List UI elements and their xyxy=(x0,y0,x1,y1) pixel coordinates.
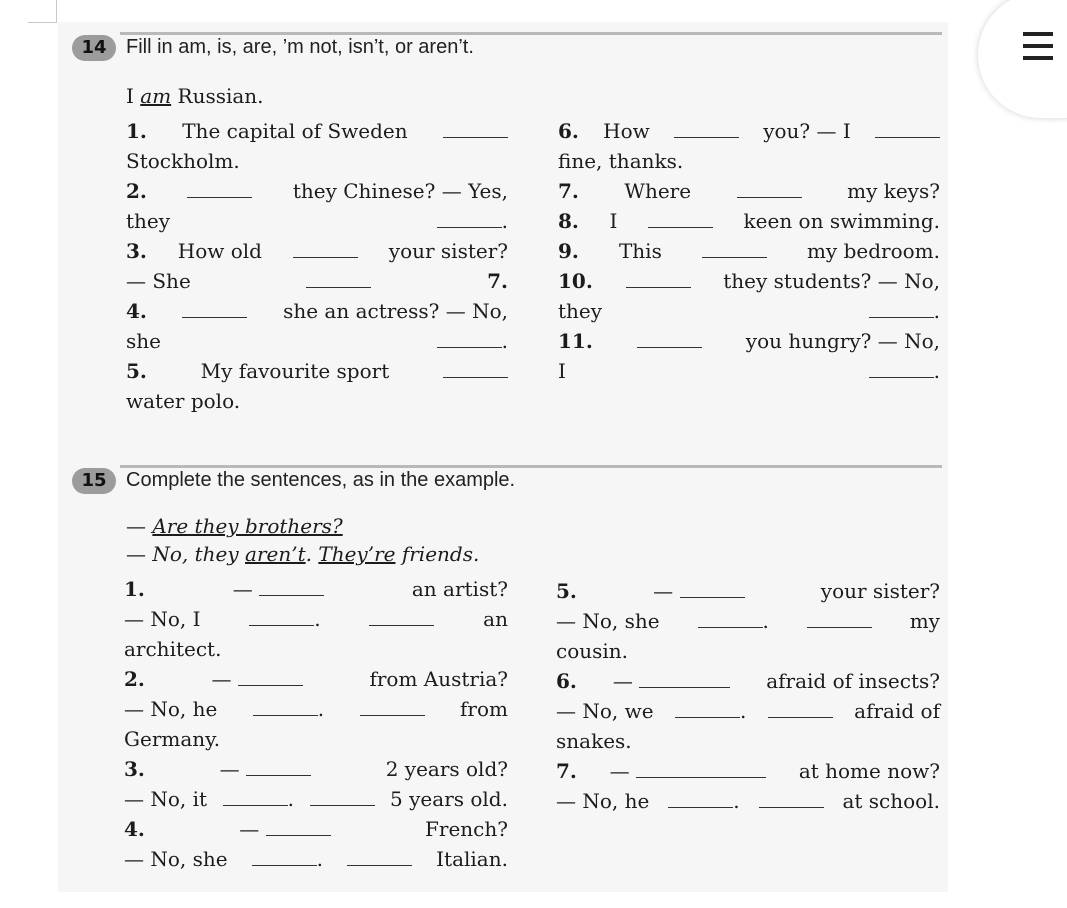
item-number: 6. xyxy=(558,119,579,143)
exercise-text: from Austria? xyxy=(369,667,508,691)
exercise-text: My favourite sport xyxy=(200,359,390,383)
answer-blank[interactable] xyxy=(187,176,252,206)
answer-blank[interactable]: — xyxy=(613,666,730,696)
exercise-text: an xyxy=(483,607,508,631)
example-answer: am xyxy=(140,84,172,108)
answer-blank[interactable] xyxy=(759,786,824,816)
exercise-line xyxy=(126,266,508,296)
exercise-text: your sister? xyxy=(820,579,940,603)
exercise-line xyxy=(558,356,940,386)
exercise-line xyxy=(558,116,940,146)
exercise-text: 2 years old? xyxy=(385,757,508,781)
exercise-line xyxy=(124,634,508,664)
exercise-text: your sister? xyxy=(388,239,508,263)
item-number: 9. xyxy=(558,239,579,263)
item-number: 7. xyxy=(556,759,577,783)
exercise-text: Germany. xyxy=(124,727,221,751)
item-number: 4. xyxy=(124,817,145,841)
answer-blank[interactable] xyxy=(648,206,713,236)
exercise-line xyxy=(556,636,940,666)
exercise-line xyxy=(124,844,508,874)
exercise-line xyxy=(126,116,508,146)
item-number: 2. xyxy=(124,667,145,691)
item-number: 3. xyxy=(126,239,147,263)
exercise-line xyxy=(126,386,508,416)
exercise-instruction: Complete the sentences, as in the example. xyxy=(126,469,516,491)
exercise-text: an artist? xyxy=(411,577,508,601)
exercise-line xyxy=(126,296,508,326)
exercise-text: snakes. xyxy=(556,729,632,753)
exercise-text: my xyxy=(909,609,940,633)
item-number: 2. xyxy=(126,179,147,203)
exercise-text: they students? — No, xyxy=(723,269,940,293)
exercise-text: — She xyxy=(126,269,191,293)
answer-blank[interactable]: . xyxy=(675,696,746,726)
hamburger-menu-button[interactable] xyxy=(978,0,1067,118)
exercise-text: cousin. xyxy=(556,639,629,663)
exercise-instruction: Fill in am, is, are, ’m not, isn’t, or aren’t. xyxy=(126,36,474,58)
exercise-text: Italian. xyxy=(436,847,508,871)
item-number: 4. xyxy=(126,299,147,323)
item-number: 8. xyxy=(558,209,579,233)
exercise-line xyxy=(126,146,508,176)
exercise-line xyxy=(126,236,508,266)
answer-blank[interactable]: . xyxy=(253,694,324,724)
answer-blank[interactable]: . xyxy=(869,356,940,386)
exercise-text: How old xyxy=(177,239,262,263)
exercise-line xyxy=(124,574,508,604)
answer-blank[interactable]: — xyxy=(211,664,302,694)
exercise-text: at school. xyxy=(842,789,940,813)
answer-blank[interactable]: . xyxy=(249,604,320,634)
item-number: 1. xyxy=(124,577,145,601)
exercise-line xyxy=(558,266,940,296)
exercise-line xyxy=(556,786,940,816)
exercise-text: — No, I xyxy=(124,607,201,631)
ex15-example-answer: — No, they aren’t. They’re friends. xyxy=(126,542,480,566)
exercise-line xyxy=(556,666,940,696)
answer-blank[interactable] xyxy=(310,784,375,814)
exercise-line xyxy=(556,726,940,756)
exercise-text: Stockholm. xyxy=(126,149,240,173)
item-number: 10. xyxy=(558,269,593,293)
answer-blank[interactable] xyxy=(626,266,691,296)
exercise-line xyxy=(556,606,940,636)
exercise-line xyxy=(558,236,940,266)
ex14-example: I am Russian. xyxy=(126,84,264,108)
exercise-text: my bedroom. xyxy=(806,239,940,263)
exercise-text: French? xyxy=(425,817,508,841)
answer-blank[interactable] xyxy=(875,116,940,146)
answer-blank[interactable] xyxy=(807,606,872,636)
exercise-text: water polo. xyxy=(126,389,241,413)
ex15-right-column xyxy=(556,576,940,816)
answer-blank[interactable]: — xyxy=(233,574,324,604)
answer-blank[interactable] xyxy=(674,116,739,146)
answer-blank[interactable] xyxy=(768,696,833,726)
answer-blank[interactable] xyxy=(182,296,247,326)
ex14-left-column xyxy=(126,116,508,416)
item-number: 6. xyxy=(556,669,577,693)
exercise-line xyxy=(126,176,508,206)
exercise-number: 14 xyxy=(72,35,116,61)
exercise-text: — No, she xyxy=(556,609,660,633)
exercise-text: my keys? xyxy=(847,179,940,203)
exercise-text: — No, she xyxy=(124,847,228,871)
section-rule xyxy=(120,465,942,468)
answer-blank[interactable] xyxy=(360,694,425,724)
item-number: 7. xyxy=(558,179,579,203)
answer-blank[interactable] xyxy=(347,844,412,874)
answer-blank[interactable]: — xyxy=(220,754,311,784)
exercise-line xyxy=(124,694,508,724)
exercise-text: at home now? xyxy=(798,759,940,783)
exercise-text: they xyxy=(558,299,603,323)
exercise-text: — No, we xyxy=(556,699,654,723)
answer-blank[interactable]: — xyxy=(653,576,744,606)
exercise-text: she xyxy=(126,329,161,353)
exercise-line xyxy=(556,576,940,606)
answer-blank[interactable] xyxy=(702,236,767,266)
exercise-text: from xyxy=(460,697,508,721)
hamburger-menu-icon xyxy=(1023,32,1053,36)
exercise-line xyxy=(558,176,940,206)
answer-blank[interactable] xyxy=(637,326,702,356)
answer-blank[interactable]: . xyxy=(668,786,739,816)
exercise-text: I xyxy=(609,209,618,233)
item-number: 3. xyxy=(124,757,145,781)
exercise-line xyxy=(556,696,940,726)
ex15-left-column xyxy=(124,574,508,874)
exercise-text: The capital of Sweden xyxy=(182,119,408,143)
answer-blank[interactable]: — xyxy=(610,756,766,786)
exercise-text: they Chinese? — Yes, xyxy=(292,179,508,203)
exercise-line xyxy=(558,146,940,176)
exercise-text: I xyxy=(558,359,566,383)
exercise-text: — No, it xyxy=(124,787,208,811)
answer-blank[interactable] xyxy=(443,116,508,146)
answer-blank[interactable] xyxy=(293,236,358,266)
section-rule xyxy=(120,32,942,35)
exercise-text: you? — I xyxy=(763,119,851,143)
answer-blank[interactable] xyxy=(737,176,802,206)
answer-blank[interactable]: . xyxy=(223,784,294,814)
exercise-line xyxy=(126,206,508,236)
exercise-line xyxy=(558,326,940,356)
exercise-text: — No, he xyxy=(124,697,218,721)
exercise-line xyxy=(124,754,508,784)
exercise-text: 5 years old. xyxy=(390,787,508,811)
item-number: 1. xyxy=(126,119,147,143)
exercise-line xyxy=(558,206,940,236)
exercise-line xyxy=(124,784,508,814)
exercise-text: afraid of xyxy=(854,699,940,723)
answer-blank[interactable]: . xyxy=(698,606,769,636)
answer-blank[interactable]: . xyxy=(437,206,508,236)
exercise-text: keen on swimming. xyxy=(743,209,940,233)
answer-blank[interactable] xyxy=(306,266,371,296)
answer-blank[interactable] xyxy=(443,356,508,386)
exercise-text: Where xyxy=(624,179,692,203)
exercise-line xyxy=(124,814,508,844)
item-number: 5. xyxy=(556,579,577,603)
exercise-text: architect. xyxy=(124,637,222,661)
ex15-example-question: — Are they brothers? xyxy=(126,514,343,538)
page-corner-marker xyxy=(28,0,57,23)
exercise-line xyxy=(124,604,508,634)
exercise-text: afraid of insects? xyxy=(766,669,940,693)
answer-blank[interactable]: . xyxy=(437,326,508,356)
exercise-line xyxy=(556,756,940,786)
exercise-text: you hungry? — No, xyxy=(745,329,940,353)
exercise-text: they xyxy=(126,209,171,233)
exercise-line xyxy=(124,664,508,694)
ex14-right-column xyxy=(558,116,940,386)
item-number: 11. xyxy=(558,329,593,353)
exercise-text: How xyxy=(603,119,650,143)
exercise-line xyxy=(126,326,508,356)
item-number: 7. xyxy=(487,269,508,293)
exercise-line xyxy=(558,296,940,326)
answer-blank[interactable]: . xyxy=(869,296,940,326)
exercise-text: fine, thanks. xyxy=(558,149,684,173)
answer-blank[interactable]: — xyxy=(239,814,330,844)
exercise-text: — No, he xyxy=(556,789,650,813)
exercise-number: 15 xyxy=(72,468,116,494)
exercise-line xyxy=(124,724,508,754)
answer-blank[interactable]: . xyxy=(252,844,323,874)
item-number: 5. xyxy=(126,359,147,383)
exercise-line xyxy=(126,356,508,386)
exercise-text: she an actress? — No, xyxy=(283,299,508,323)
exercise-text: This xyxy=(618,239,662,263)
answer-blank[interactable] xyxy=(369,604,434,634)
